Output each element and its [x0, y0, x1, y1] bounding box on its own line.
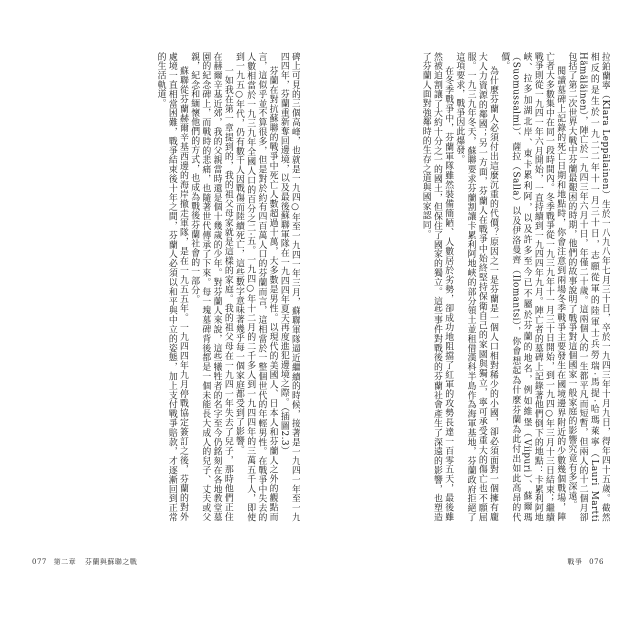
right-page-body [338, 52, 610, 522]
left-page-footer [32, 557, 137, 567]
left-page [28, 52, 300, 592]
paragraph: 碑上可見的三個高峰，也就是一九四○年至一九四一年三月，蘇聯軍隊逼近繼續的時候，接著是一九四一年至一九四四年，芬蘭重新奪回邊境，以及最後蘇聯軍隊在一九四四年夏天再度進犯邊境之際。（插圖2.3） [278, 52, 300, 522]
paragraph: 拉鉑蘭寧（Klara Leppälainen）生於一八九八年七月三十日，卒於一九四三年十月九日，得年四十五歲。截然相反的是生於一九二二年十一月三十日，志願從軍的陸軍士兵勞瑞·馬提·哈瑪萊寧（Lauri Martti Hämäläinen），陣亡於一九四三年六月十日，年僅二十歲。這兩個人的一生都平凡而短暫，但兩人的十二個月卻包括了第二次世界大戰中芬蘭最艱困的時期，他們的故事說明了戰爭對這個國家一般家庭的影響究竟有多深遠。 [566, 52, 610, 522]
paragraph: 在冬季戰爭中，芬蘭軍隊雖然裝備簡陋、人數居於劣勢，卻成功地阻擋了紅軍的攻勢長達一百零五天，最後雖然被迫割讓了大約十分之一的國土，但保住了國家的獨立。這些事件對戰後的芬蘭社會產生了深遠的影響，也塑造了芬蘭人面對強鄰時的生存之道與國家認同。 [420, 52, 454, 522]
paragraph: 一如我在第一章提到的，我的祖父母家就是這樣的家庭。我的祖父母在一九四一年失去了兒子，那時他們正住在赫爾辛基近郊，我的父親當時還是個十幾歲的少年。對芬蘭人來說，這些犧牲者的名字至今仍銘刻在各地教堂墓園的紀念碑上，而戰時的悲痛，也隨著世代傳承了下來。每一塊墓碑背後都是一個未能長大成人的兒子、丈夫或父親，紀念和緬懷他們的方式，也成為戰後芬蘭社會的一部分。 [189, 52, 233, 522]
section-label: 戰爭 [567, 558, 583, 566]
left-page-body [42, 52, 300, 522]
right-page [338, 52, 610, 592]
paragraph: 芬蘭在對抗蘇聯的戰爭中死亡人數超過十萬，大多數是男性。以現代的美國人、日本人和芬蘭人之外的觀點而言，這似乎並不算很多，但是對於約有四百萬人口的芬蘭而言，這相當於一整個世代的年輕男性。在戰爭中失去的人數相當於一九三九年全國人口的百分之二·五。一九四○年十二月的二千多人到一九四四年的三萬五千人，即使到一九五○年代，仍有數千人因戰傷而陸續死亡，這些數字意味著幾乎每一個家庭都受到了影響。 [233, 52, 278, 522]
right-page-footer [567, 557, 604, 567]
chapter-title: 芬蘭與蘇聯之戰 [84, 558, 138, 566]
chapter-label: 第二章 [53, 558, 77, 566]
page-number: 077 [32, 558, 47, 566]
page-number: 076 [589, 558, 604, 566]
paragraph: 蘇聯從芬蘭赫爾辛基西邊的海岸撤走軍隊，是在一九五五年。一九四四年九月停戰協定簽訂之後，芬蘭的對外處境一直相當困難，戰爭結束後十年之間，芬蘭人必須以和平與中立的姿態，加上支付戰爭賠款，才逐漸回到正常的生活軌道。 [155, 52, 188, 522]
paragraph: 閱讀墓碑上記錄的死亡日期和地點時，你會注意到兩場冬季戰爭主要發生在國境邊界附近的少數幾個戰場，陣亡者大多數集中在同一段時間內。冬季戰爭從一九三九年十一月三十日開始，到一九四○年三月十三日結束；繼續戰爭則從一九四一年六月開始，一直持續到一九四四年九月。陣亡者的墓碑上記錄著他們倒下的地點：卡累利阿地峽、拉多加湖北岸、東卡累利阿，以及許多至今已不屬於芬蘭的地名，例如維堡（Viipuri）、蘇爾瑪（Suomussalmi）、薩拉（Salla）以及伊洛曼齊（Ilomantsi），你會想起為什麼芬蘭為此付出如此高昂的代價。 [499, 52, 566, 522]
paragraph: 為什麼芬蘭人必須付出這麼沉重的代價？原因之一是芬蘭是一個人口相對稀少的小國，卻必須面對一個擁有龐大人力資源的鄰國；另一方面，芬蘭人在戰爭中始終堅持保衛自己的家園與獨立，寧可承受重大的傷亡也不願屈服。一九三九年冬天，蘇聯要求芬蘭割讓卡累利阿地峽的部分領土並租借漢科半島作為海軍基地，芬蘭政府拒絕了這項要求，戰爭因此爆發。 [454, 52, 498, 522]
